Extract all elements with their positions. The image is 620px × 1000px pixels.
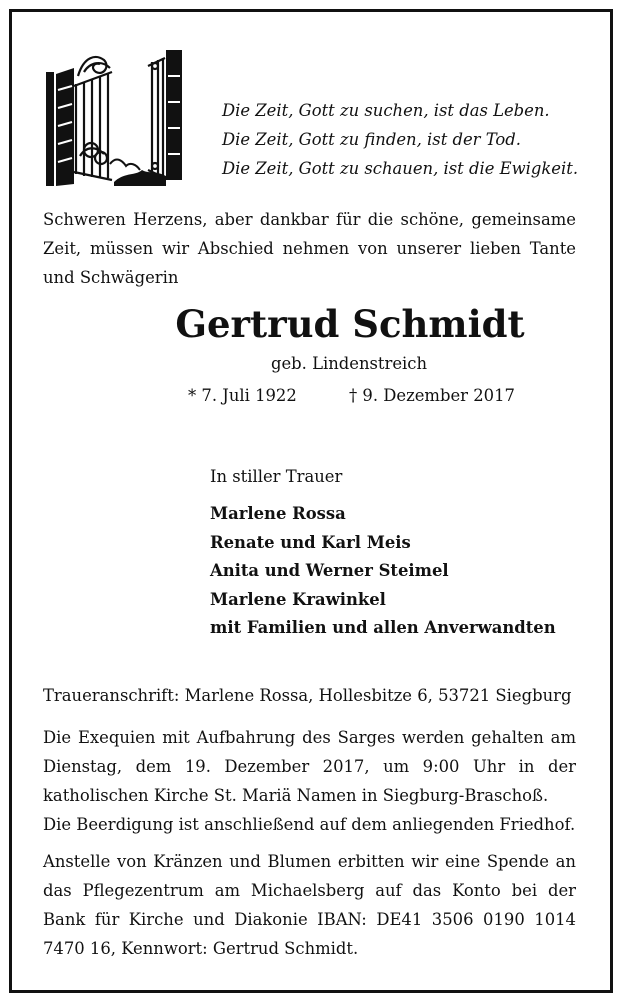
burial-info: Die Beerdigung ist anschließend auf dem anliegenden Friedhof. (43, 815, 576, 834)
mourning-address: Traueranschrift: Marlene Rossa, Hollesbitze 6, 53721 Siegburg (43, 686, 572, 705)
deceased-name: Gertrud Schmidt (175, 302, 525, 346)
birth-date: * 7. Juli 1922 (188, 386, 297, 405)
intro-text: Schweren Herzens, aber dankbar für die schöne, gemeinsame Zeit, müssen wir Abschied nehmen von unserer lieben Tante und Schwägerin (43, 210, 576, 287)
list-item: Marlene Rossa (210, 504, 346, 523)
mourners-list (210, 500, 556, 643)
funeral-info: Die Exequien mit Aufbahrung des Sarges werden gehalten am Dienstag, dem 19. Dezember 2017, um 9:00 Uhr in der katholischen Kirche St. Mariä Namen in Siegburg-Braschoß. (43, 728, 576, 805)
donation-info: Anstelle von Kränzen und Blumen erbitten wir eine Spende an das Pflegezentrum am Michaelsberg auf das Konto bei der Bank für Kirche und Diakonie IBAN: DE41 3506 0190 1014 7470 16, Kennwort: Gertrud Schmidt. (43, 852, 576, 958)
poem-line: Die Zeit, Gott zu suchen, ist das Leben. (222, 101, 550, 120)
mourning-intro: In stiller Trauer (210, 467, 343, 486)
list-item: mit Familien und allen Anverwandten (210, 618, 556, 637)
death-date: † 9. Dezember 2017 (349, 386, 515, 405)
open-gate-icon (44, 46, 184, 186)
list-item: Renate und Karl Meis (210, 532, 411, 552)
list-item: Anita und Werner Steimel (210, 561, 449, 580)
poem-line: Die Zeit, Gott zu schauen, ist die Ewigkeit. (222, 159, 579, 178)
poem (222, 96, 579, 183)
birth-name: geb. Lindenstreich (270, 354, 428, 373)
list-item: Marlene Krawinkel (210, 589, 386, 609)
poem-line: Die Zeit, Gott zu finden, ist der Tod. (222, 130, 521, 149)
